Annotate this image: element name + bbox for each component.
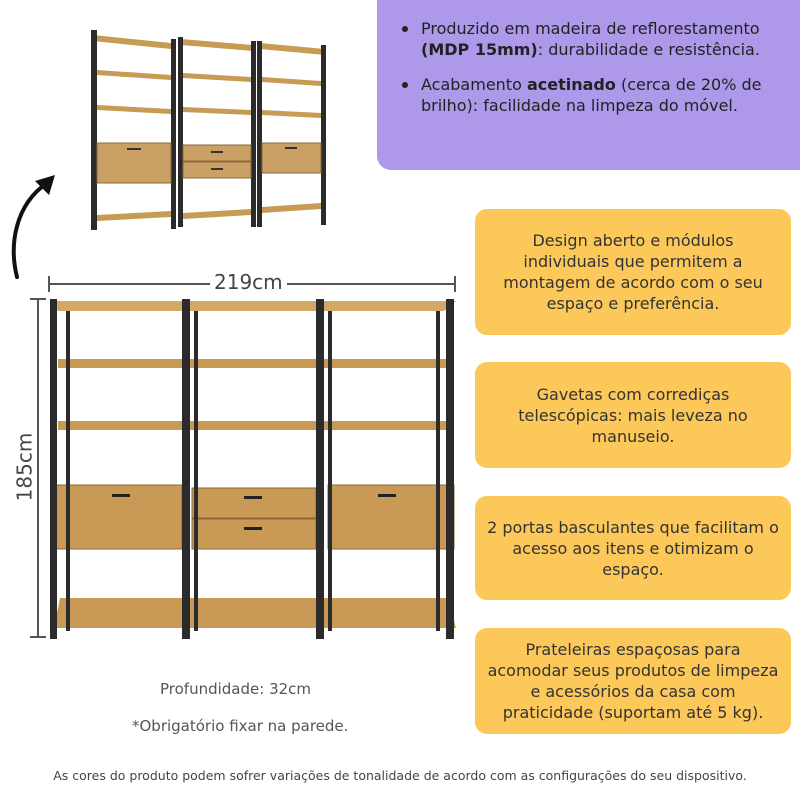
wall-fixing-note: *Obrigatório fixar na parede.: [132, 717, 349, 735]
assembled-shelf-image: [48, 295, 460, 640]
color-disclaimer: As cores do produto podem sofrer variações de tonalidade de acordo com as configurações do seu dispositivo.: [53, 768, 747, 783]
cabinet-section: [56, 485, 454, 549]
metal-posts: [50, 299, 454, 639]
small-module-middle: [178, 37, 256, 227]
feature-drawers: Gavetas com corrediças telescópicas: mais leveza no manuseio.: [475, 362, 791, 468]
width-label: 219cm: [210, 270, 287, 294]
shelf-2: [58, 359, 446, 368]
height-label: 185cm: [12, 429, 36, 506]
height-dimension-line: [37, 298, 39, 638]
height-tick-top: [30, 298, 46, 300]
small-module-right: [257, 41, 326, 227]
curved-arrow-icon: [5, 165, 85, 285]
height-tick-bottom: [30, 636, 46, 638]
feature-doors: 2 portas basculantes que facilitam o acesso aos itens e otimizam o espaço.: [475, 496, 791, 600]
shelf-top: [52, 301, 456, 311]
feature-design: Design aberto e módulos individuais que permitem a montagem de acordo com o seu espaço e preferência.: [475, 209, 791, 335]
material-bullet: Produzido em madeira de reflorestamento (MDP 15mm): durabilidade e resistência.: [399, 18, 786, 60]
separated-modules-image: [85, 25, 335, 240]
shelf-3: [58, 421, 446, 430]
material-info-box: [377, 0, 800, 170]
depth-label: Profundidade: 32cm: [160, 680, 312, 698]
shelf-bottom: [54, 598, 456, 628]
feature-shelves: Prateleiras espaçosas para acomodar seus produtos de limpeza e acessórios da casa com praticidade (suportam até 5 kg).: [475, 628, 791, 734]
small-module-left: [91, 30, 176, 230]
finish-bullet: Acabamento acetinado (cerca de 20% de brilho): facilidade na limpeza do móvel.: [399, 74, 786, 116]
width-tick-right: [454, 276, 456, 292]
width-tick-left: [48, 276, 50, 292]
